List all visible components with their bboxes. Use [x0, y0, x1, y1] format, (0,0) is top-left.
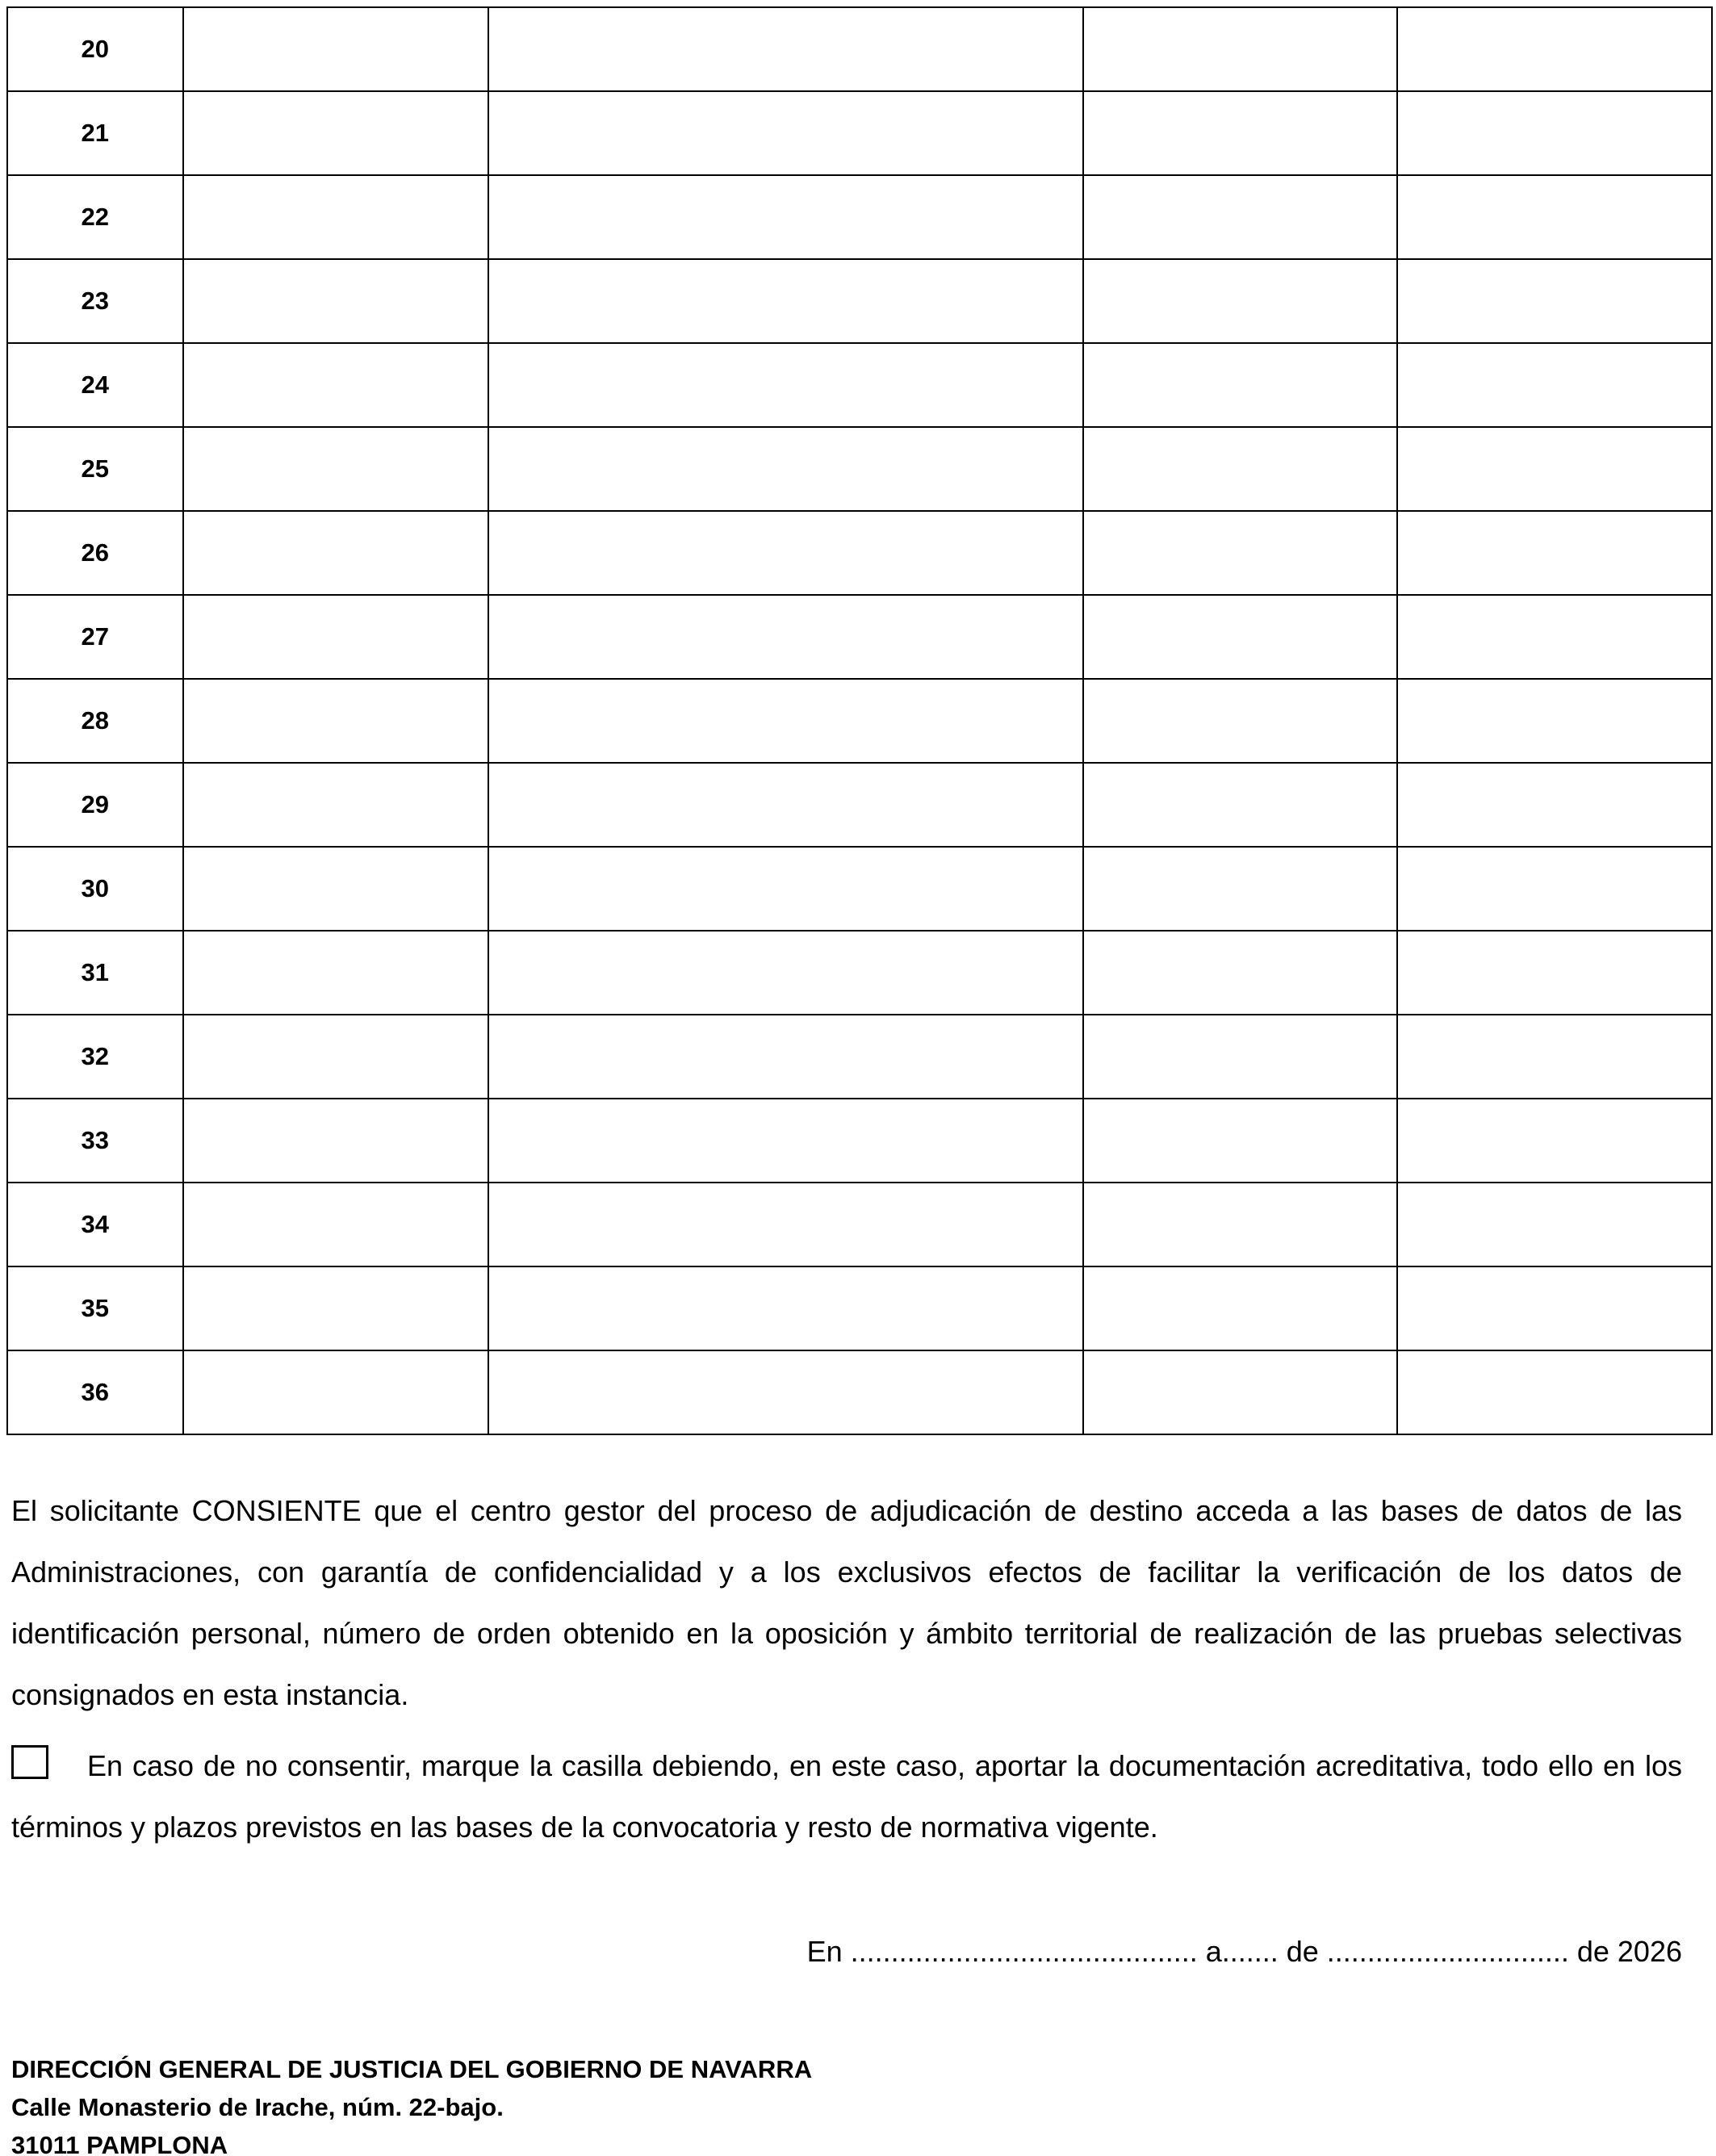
table-empty-cell[interactable] [1083, 259, 1398, 343]
table-empty-cell[interactable] [1083, 1099, 1398, 1183]
table-empty-cell[interactable] [1083, 511, 1398, 595]
table-empty-cell[interactable] [1083, 679, 1398, 763]
table-row [7, 259, 1712, 343]
footer-organization: DIRECCIÓN GENERAL DE JUSTICIA DEL GOBIERNO DE NAVARRA [11, 2055, 813, 2083]
table-empty-cell[interactable] [1397, 175, 1712, 259]
row-number-cell: 29 [7, 763, 183, 847]
table-empty-cell[interactable] [183, 847, 488, 931]
no-consent-checkbox[interactable] [11, 1745, 48, 1779]
text-content [11, 1434, 1682, 2156]
table-row [7, 679, 1712, 763]
table-empty-cell[interactable] [1083, 1015, 1398, 1099]
table-row [7, 1350, 1712, 1434]
table-empty-cell[interactable] [183, 931, 488, 1015]
table-empty-cell[interactable] [1083, 343, 1398, 427]
row-number-cell: 33 [7, 1099, 183, 1183]
row-number-cell: 24 [7, 343, 183, 427]
table-empty-cell[interactable] [488, 1183, 1083, 1266]
footer-address: Calle Monasterio de Irache, núm. 22-bajo. [11, 2093, 504, 2121]
row-number-cell: 23 [7, 259, 183, 343]
table-empty-cell[interactable] [1083, 1266, 1398, 1350]
table-empty-cell[interactable] [183, 343, 488, 427]
table-empty-cell[interactable] [183, 511, 488, 595]
footer [11, 2050, 1682, 2156]
table-empty-cell[interactable] [183, 7, 488, 91]
table-row [7, 1099, 1712, 1183]
table-row [7, 847, 1712, 931]
table-empty-cell[interactable] [183, 259, 488, 343]
table-empty-cell[interactable] [1397, 1266, 1712, 1350]
date-signature-line: En ........................................... a....... de .............................. de 2026 [806, 1935, 1682, 1968]
table-empty-cell[interactable] [1083, 763, 1398, 847]
table-empty-cell[interactable] [1397, 1099, 1712, 1183]
table-empty-cell[interactable] [1397, 427, 1712, 511]
table-empty-cell[interactable] [488, 91, 1083, 175]
table-empty-cell[interactable] [1083, 847, 1398, 931]
table-empty-cell[interactable] [488, 679, 1083, 763]
table-empty-cell[interactable] [488, 847, 1083, 931]
table-empty-cell[interactable] [1083, 7, 1398, 91]
row-number-cell: 31 [7, 931, 183, 1015]
table-empty-cell[interactable] [1397, 7, 1712, 91]
table-row [7, 931, 1712, 1015]
row-number-cell: 22 [7, 175, 183, 259]
table-empty-cell[interactable] [1397, 931, 1712, 1015]
table-row [7, 595, 1712, 679]
table-empty-cell[interactable] [183, 679, 488, 763]
table-empty-cell[interactable] [1397, 511, 1712, 595]
table-row [7, 1266, 1712, 1350]
preferences-table-body [7, 7, 1712, 1434]
table-empty-cell[interactable] [488, 595, 1083, 679]
row-number-cell: 34 [7, 1183, 183, 1266]
table-row [7, 91, 1712, 175]
footer-city: 31011 PAMPLONA [11, 2131, 228, 2156]
table-empty-cell[interactable] [1083, 91, 1398, 175]
table-empty-cell[interactable] [1397, 595, 1712, 679]
table-row [7, 427, 1712, 511]
table-empty-cell[interactable] [488, 931, 1083, 1015]
table-empty-cell[interactable] [488, 343, 1083, 427]
row-number-cell: 21 [7, 91, 183, 175]
table-empty-cell[interactable] [1397, 1183, 1712, 1266]
consent-paragraph: El solicitante CONSIENTE que el centro gestor del proceso de adjudicación de destino acceda a las bases de datos de las Administraciones, con garantía de confidencialidad y a los exclusivos efectos de facilitar la verificación de los datos de identificación personal, número de orden obtenido en la oposición y ámbito territorial de realización de las pruebas selectivas consignados en esta instancia. [11, 1494, 1682, 1711]
table-row [7, 511, 1712, 595]
table-empty-cell[interactable] [488, 511, 1083, 595]
table-empty-cell[interactable] [488, 1015, 1083, 1099]
table-empty-cell[interactable] [183, 595, 488, 679]
table-empty-cell[interactable] [488, 175, 1083, 259]
row-number-cell: 26 [7, 511, 183, 595]
table-empty-cell[interactable] [1083, 1183, 1398, 1266]
preferences-table [6, 6, 1713, 1435]
table-empty-cell[interactable] [183, 1350, 488, 1434]
table-empty-cell[interactable] [1397, 343, 1712, 427]
table-empty-cell[interactable] [488, 763, 1083, 847]
table-row [7, 343, 1712, 427]
table-empty-cell[interactable] [183, 763, 488, 847]
table-row [7, 1015, 1712, 1099]
row-number-cell: 32 [7, 1015, 183, 1099]
table-empty-cell[interactable] [183, 1099, 488, 1183]
table-empty-cell[interactable] [1083, 931, 1398, 1015]
table-row [7, 1183, 1712, 1266]
table-empty-cell[interactable] [1397, 259, 1712, 343]
table-row [7, 175, 1712, 259]
table-empty-cell[interactable] [1083, 427, 1398, 511]
row-number-cell: 35 [7, 1266, 183, 1350]
table-empty-cell[interactable] [183, 175, 488, 259]
table-row [7, 7, 1712, 91]
table-empty-cell[interactable] [488, 259, 1083, 343]
no-consent-paragraph [11, 1735, 1682, 1858]
table-empty-cell[interactable] [183, 91, 488, 175]
table-empty-cell[interactable] [183, 1015, 488, 1099]
row-number-cell: 36 [7, 1350, 183, 1434]
row-number-cell: 27 [7, 595, 183, 679]
table-empty-cell[interactable] [1397, 91, 1712, 175]
no-consent-text: En caso de no consentir, marque la casilla debiendo, en este caso, aportar la documentación acreditativa, todo ello en los términos y plazos previstos en las bases de la convocatoria y resto de normativa vigente. [11, 1749, 1682, 1844]
table-empty-cell[interactable] [488, 427, 1083, 511]
table-empty-cell[interactable] [488, 1099, 1083, 1183]
table-empty-cell[interactable] [183, 1266, 488, 1350]
row-number-cell: 20 [7, 7, 183, 91]
row-number-cell: 28 [7, 679, 183, 763]
row-number-cell: 30 [7, 847, 183, 931]
table-empty-cell[interactable] [183, 1183, 488, 1266]
table-empty-cell[interactable] [488, 1266, 1083, 1350]
table-empty-cell[interactable] [1083, 1350, 1398, 1434]
table-empty-cell[interactable] [1083, 175, 1398, 259]
table-empty-cell[interactable] [1397, 1350, 1712, 1434]
table-empty-cell[interactable] [1397, 763, 1712, 847]
table-empty-cell[interactable] [183, 427, 488, 511]
table-empty-cell[interactable] [488, 1350, 1083, 1434]
table-empty-cell[interactable] [1397, 679, 1712, 763]
table-empty-cell[interactable] [1083, 595, 1398, 679]
table-empty-cell[interactable] [1397, 847, 1712, 931]
table-row [7, 763, 1712, 847]
row-number-cell: 25 [7, 427, 183, 511]
table-empty-cell[interactable] [488, 7, 1083, 91]
table-empty-cell[interactable] [1397, 1015, 1712, 1099]
